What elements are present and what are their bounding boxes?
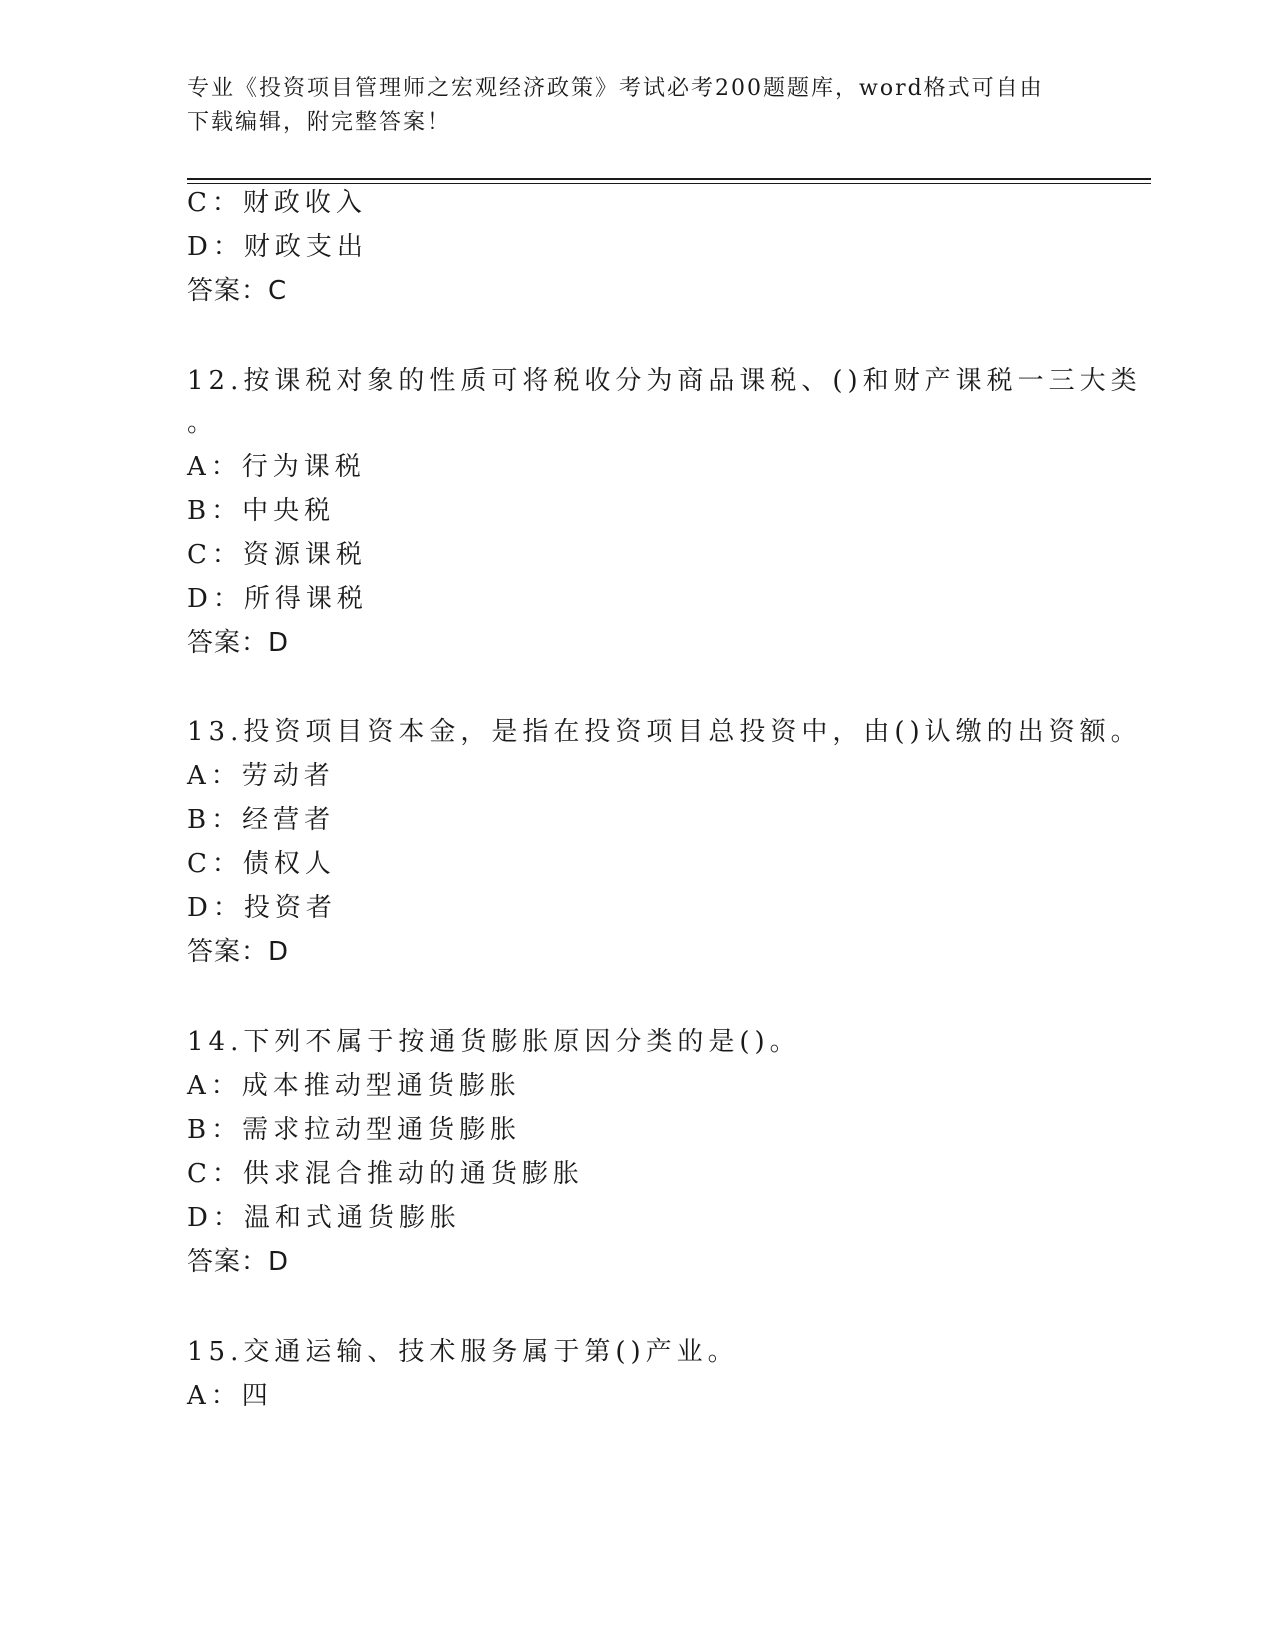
q12-option-c: C：资源课税 [187,540,367,570]
q12-option-d: D：所得课税 [187,584,368,614]
q14-answer: 答案：D [187,1247,290,1277]
prev-answer: 答案：C [187,276,288,306]
prev-option-d: D：财政支出 [187,232,368,262]
header-divider-thick [187,178,1151,180]
q12-answer: 答案：D [187,628,290,658]
q14-option-d: D：温和式通货膨胀 [187,1203,461,1233]
q14-question: 14.下列不属于按通货膨胀原因分类的是()。 [187,1027,801,1057]
header-line-2: 下载编辑，附完整答案！ [187,110,452,135]
q14-option-c: C：供求混合推动的通货膨胀 [187,1159,584,1189]
q12-question: 12.按课税对象的性质可将税收分为商品课税、()和财产课税一三大类 [187,366,1142,396]
header-line-1: 专业《投资项目管理师之宏观经济政策》考试必考200题题库，word格式可自由 [187,76,1044,101]
q15-question: 15.交通运输、技术服务属于第()产业。 [187,1337,739,1367]
q12-option-b: B：中央税 [187,496,336,526]
q12-question-cont: 。 [187,408,219,438]
header-divider-thin [187,183,1151,184]
q13-option-b: B：经营者 [187,805,336,835]
document-header [187,72,1067,140]
q13-option-d: D：投资者 [187,893,337,923]
q12-option-a: A：行为课税 [187,452,366,482]
q13-question: 13.投资项目资本金，是指在投资项目总投资中，由()认缴的出资额。 [187,717,1142,747]
q13-answer: 答案：D [187,937,290,967]
q13-option-c: C：债权人 [187,849,336,879]
q14-option-a: A：成本推动型通货膨胀 [187,1071,521,1101]
q15-option-a: A：四 [187,1381,273,1411]
prev-option-c: C：财政收入 [187,188,367,218]
q13-option-a: A：劳动者 [187,761,335,791]
q14-option-b: B：需求拉动型通货膨胀 [187,1115,522,1145]
